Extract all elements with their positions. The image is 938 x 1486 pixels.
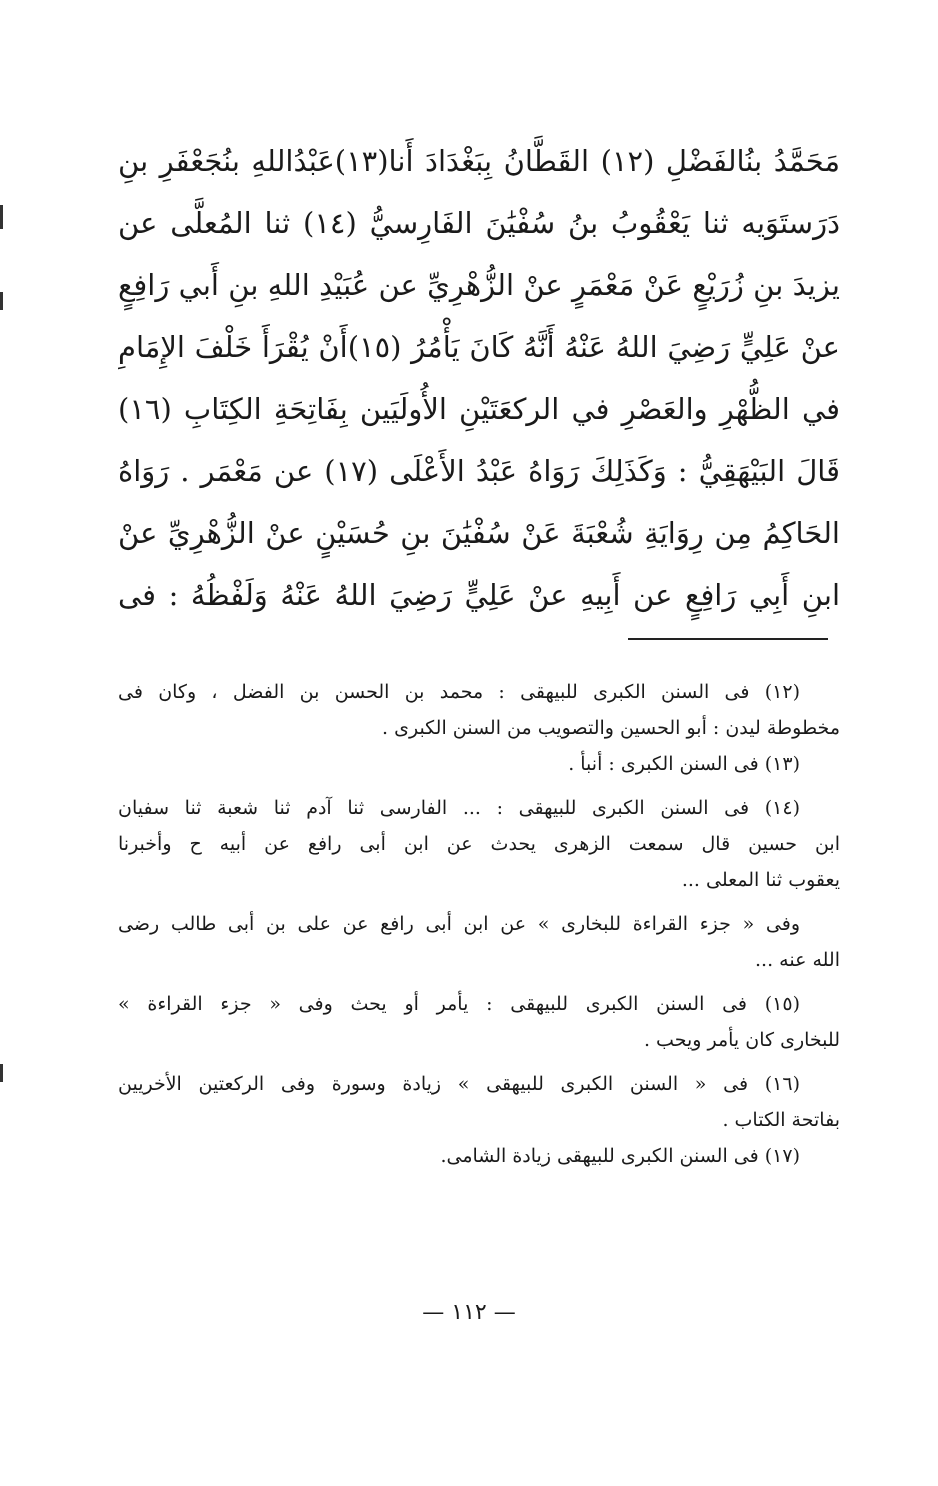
footnote-line: مخطوطة ليدن : أبو الحسين والتصويب من السنن الكبرى . [382,717,840,739]
footnote-line: (١٢) فى السنن الكبرى للبيهقى : محمد بن الحسن بن الفضل ، وكان فى [118,681,800,703]
footnote-line: (١٦) فى « السنن الكبرى للبيهقى » زيادة وسورة وفى الركعتين الأخريين [118,1073,800,1095]
footnote-14 [118,790,840,898]
footnote-line: وفى « جزء القراءة للبخارى » عن ابن أبى رافع عن على بن أبى طالب رضى [118,913,800,935]
main-text-line: في الظُّهْرِ والعَصْرِ في الركعَتَيْنِ الأُولَيَين بِفَاتِحَةِ الكِتَابِ (١٦) [118,392,840,426]
main-text [118,130,840,626]
footnote-line: للبخارى كان يأمر ويحب . [643,1029,840,1051]
footnote-line: ابن حسين قال سمعت الزهرى يحدث عن ابن أبى رافع عن أبيه ح وأخبرنا [118,833,840,855]
footnote-line: الله عنه ... [755,949,840,971]
main-text-line: مَحَمَّدُ بنُالفَضْلِ (١٢) القَطَّانُ بِبَغْدَادَ أَنا(١٣)عَبْدُاللهِ بنُجَعْفَرِ بنِ [118,144,840,178]
footnote-line: يعقوب ثنا المعلى ... [681,869,840,891]
scan-margin-mark [0,1064,3,1082]
scan-margin-mark [0,292,3,310]
footnote-17 [118,1138,840,1174]
footnotes [118,674,840,1174]
main-text-line: عنْ عَلِيٍّ رَضِيَ اللهُ عَنْهُ أَنَّهُ كَانَ يَأْمُرُ (١٥)أَنْ يُقْرَأَ خَلْفَ الإِمَامِ [118,330,840,364]
page-number: — ١١٢ — [422,1300,516,1325]
main-text-line: يزيدَ بنِ زُرَيْعٍ عَنْ مَعْمَرٍ عنْ الزُّهْرِيِّ عن عُبَيْدِ اللهِ بنِ أَبي رَافِعٍ [118,268,840,302]
main-text-line: قَالَ البَيْهَقِيُّ : وَكَذَلِكَ رَوَاهُ عَبْدُ الأَعْلَى (١٧) عن مَعْمَر . رَوَاهُ [118,454,840,488]
footnote-14-continuation [118,906,840,978]
footnote-line: (١٧) فى السنن الكبرى للبيهقى زيادة الشامى. [440,1145,800,1167]
footnote-13 [118,746,840,782]
main-text-line: الحَاكِمُ مِن رِوَايَةِ شُعْبَةَ عَنْ سُفْيَٰنَ بنِ حُسَيْنٍ عنْ الزُّهْرِيِّ عنْ [118,516,840,550]
main-text-line: دَرَستَوَيه ثنا يَعْقُوبُ بنُ سُفْيَٰنَ الفَارِسيُّ (١٤) ثنا المُعلَّى عن [118,206,840,240]
footnote-separator [628,638,828,640]
scan-margin-mark [0,205,3,229]
footnote-16 [118,1066,840,1138]
footnote-15 [118,986,840,1058]
footnote-line: بفاتحة الكتاب . [722,1109,840,1131]
footnote-12 [118,674,840,746]
footnote-line: (١٤) فى السنن الكبرى للبيهقى : ... الفارسى ثنا آدم ثنا شعبة ثنا سفيان [118,797,801,819]
main-text-line: ابنِ أَبِي رَافِعٍ عن أَبِيهِ عنْ عَلِيٍّ رَضِيَ اللهُ عَنْهُ وَلَفْظُهُ : فى [118,578,840,612]
footnote-line: (١٣) فى السنن الكبرى : أنبأ . [568,753,800,775]
footnote-line: (١٥) فى السنن الكبرى للبيهقى : يأمر أو يحث وفى « جزء القراءة » [118,993,800,1015]
